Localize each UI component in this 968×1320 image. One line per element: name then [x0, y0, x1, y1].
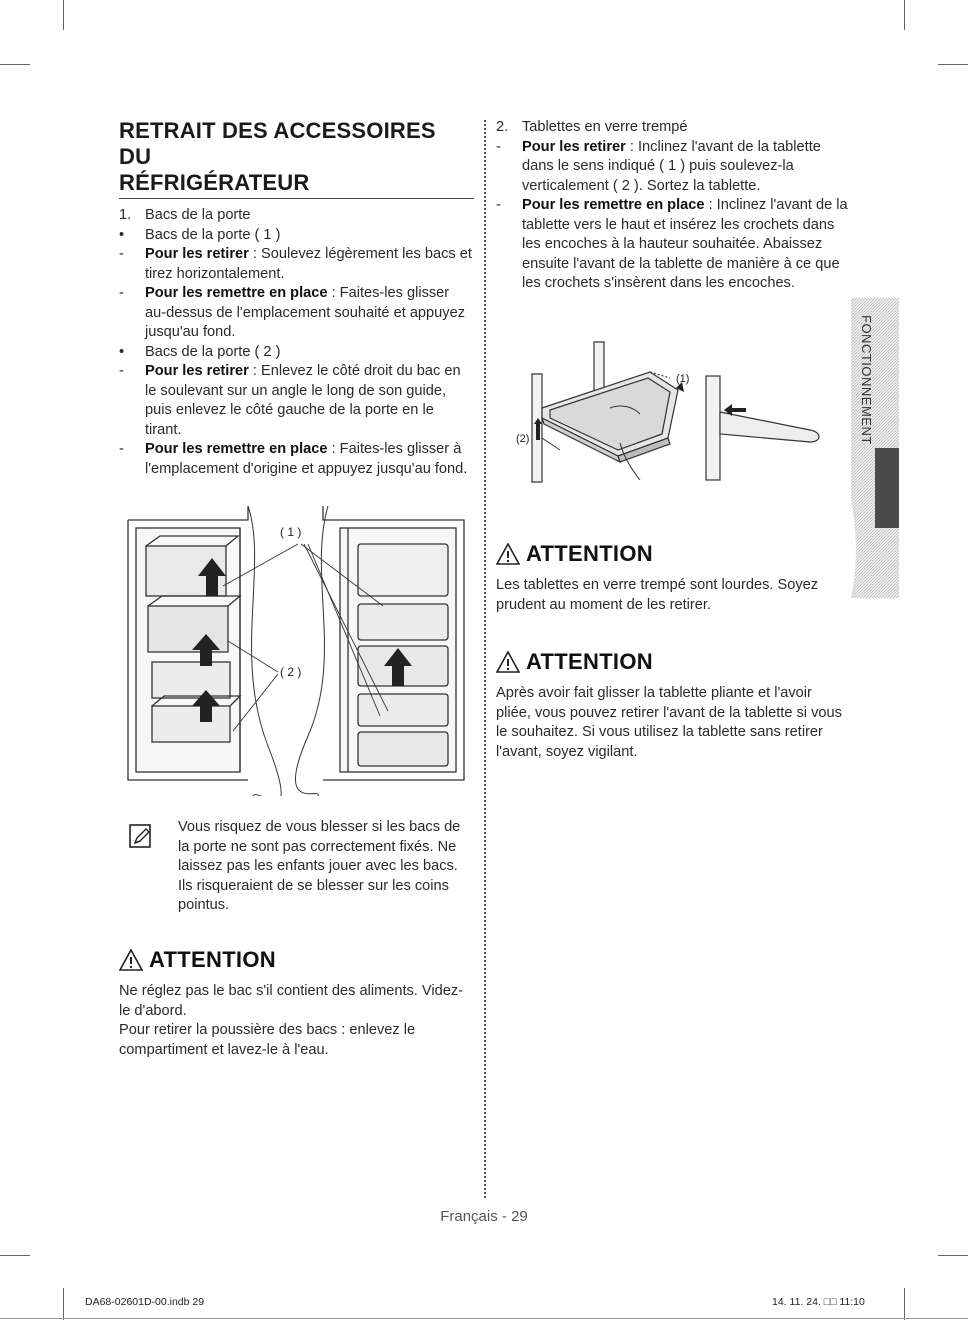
crop-mark — [904, 0, 905, 30]
list-marker: • — [119, 343, 125, 360]
attention-paragraph: Ne réglez pas le bac s'il contient des aliments. Videz-le d'abord. — [119, 983, 464, 1019]
slug-rule — [0, 1318, 968, 1319]
section-title-line2: RÉFRIGÉRATEUR — [119, 170, 310, 195]
attention-block-3 — [496, 646, 846, 762]
list-marker: - — [119, 246, 124, 262]
attention-text-3: Après avoir fait glisser la tablette pliante et l'avoir pliée, vous pouvez retirer l'avant de la tablette si vous le souhaitez. Si vous utilisez la tablette sans retirer l'avant, soyez vigilant. — [496, 685, 842, 760]
section-title-line1: RETRAIT DES ACCESSOIRES DU — [119, 118, 436, 169]
attention-heading: ATTENTION — [149, 947, 276, 973]
crop-mark — [63, 1288, 64, 1320]
note-text: Vous risquez de vous blesser si les bacs de la porte ne sont pas correctement fixés. Ne laissez pas les enfants jouer avec les bacs. Ils risqueraient de se blesser sur les coins pointus. — [178, 819, 461, 913]
list-marker: - — [119, 441, 124, 457]
instruction-bold: Pour les remettre en place — [145, 285, 328, 301]
door-bins-illustration — [118, 506, 468, 796]
instruction-text: Bacs de la porte ( 1 ) — [145, 226, 281, 243]
instruction-bold: Pour les retirer — [145, 246, 249, 262]
crop-mark — [938, 1255, 968, 1256]
column-divider — [484, 120, 486, 1198]
print-slug-left: DA68-02601D-00.indb 29 — [85, 1296, 205, 1308]
list-marker: - — [496, 197, 501, 213]
list-marker: - — [496, 138, 501, 155]
note-block — [119, 818, 474, 916]
crop-mark — [63, 0, 64, 30]
instruction-text: : Faites-les glisser à l'emplacement d'origine et appuyez jusqu'au fond. — [145, 441, 468, 477]
warning-triangle-icon — [119, 949, 143, 971]
list-marker: 1. — [119, 207, 132, 223]
right-instruction-list — [496, 118, 851, 294]
instruction-text: Bacs de la porte — [145, 207, 251, 223]
attention-heading: ATTENTION — [526, 649, 653, 675]
warning-triangle-icon — [496, 651, 520, 673]
list-marker: - — [119, 363, 124, 379]
instruction-bold: Pour les remettre en place — [145, 441, 328, 457]
instruction-text: : Inclinez l'avant de la tablette vers le haut et insérez les crochets dans les encoches à la hauteur souhaitée. Abaissez ensuite l'avant de la tablette de manière à ce que les crochets s'insèrent dans les encoches. — [522, 197, 848, 291]
instruction-line — [119, 440, 474, 479]
warning-triangle-icon — [496, 543, 520, 565]
instruction-line — [496, 196, 851, 294]
instruction-line — [119, 245, 474, 284]
instruction-bold: Pour les retirer — [145, 363, 249, 379]
figure2-label-1: (1) — [676, 373, 690, 385]
list-marker: 2. — [496, 119, 509, 135]
instruction-text: Bacs de la porte ( 2 ) — [145, 343, 281, 360]
side-tab-label: FONCTIONNEMENT — [859, 315, 874, 445]
figure1-label-1: ( 1 ) — [280, 525, 302, 539]
instruction-bold: Pour les remettre en place — [522, 197, 705, 213]
list-marker: • — [119, 226, 125, 243]
attention-block-1 — [119, 944, 469, 1060]
crop-mark — [0, 1255, 30, 1256]
page-footer: Français - 29 — [440, 1208, 528, 1225]
figure1-label-2: ( 2 ) — [280, 665, 302, 679]
instruction-line — [119, 284, 474, 343]
attention-block-2 — [496, 538, 846, 615]
instruction-line — [496, 118, 851, 138]
instruction-text: : Soulevez légèrement les bacs et tirez horizontalement. — [145, 246, 472, 282]
instruction-line — [119, 362, 474, 440]
note-pencil-icon — [129, 824, 153, 850]
figure2-label-2: (2) — [516, 433, 530, 445]
left-column — [119, 118, 474, 479]
crop-mark — [0, 64, 30, 65]
instruction-line — [119, 343, 474, 363]
instruction-bold: Pour les retirer — [522, 138, 626, 155]
attention-paragraph: Pour retirer la poussière des bacs : enlevez le compartiment et lavez-le à l'eau. — [119, 1022, 416, 1058]
list-marker: - — [119, 285, 124, 301]
left-instruction-list — [119, 206, 474, 479]
crop-mark — [904, 1288, 905, 1320]
glass-shelf-illustration — [510, 338, 830, 486]
instruction-line — [119, 206, 474, 226]
attention-text-1 — [119, 982, 469, 1060]
instruction-text: : Enlevez le côté droit du bac en le soulevant sur un angle le long de son guide, puis enlevez le côté gauche de la porte en le tirant. — [145, 363, 461, 438]
section-title — [119, 118, 474, 199]
right-column — [496, 118, 851, 294]
instruction-line — [496, 138, 851, 197]
attention-text-2: Les tablettes en verre trempé sont lourdes. Soyez prudent au moment de les retirer. — [496, 577, 819, 613]
instruction-text: Tablettes en verre trempé — [522, 119, 688, 135]
instruction-text: : Faites-les glisser au-dessus de l'emplacement souhaité et appuyez jusqu'au fond. — [145, 285, 465, 340]
instruction-line — [119, 226, 474, 246]
instruction-text: : Inclinez l'avant de la tablette dans le sens indiqué ( 1 ) puis soulevez-la verticalement ( 2 ). Sortez la tablette. — [522, 138, 821, 194]
attention-heading: ATTENTION — [526, 541, 653, 567]
crop-mark — [938, 64, 968, 65]
print-slug-right: 14. 11. 24. □□ 11:10 — [772, 1296, 865, 1308]
